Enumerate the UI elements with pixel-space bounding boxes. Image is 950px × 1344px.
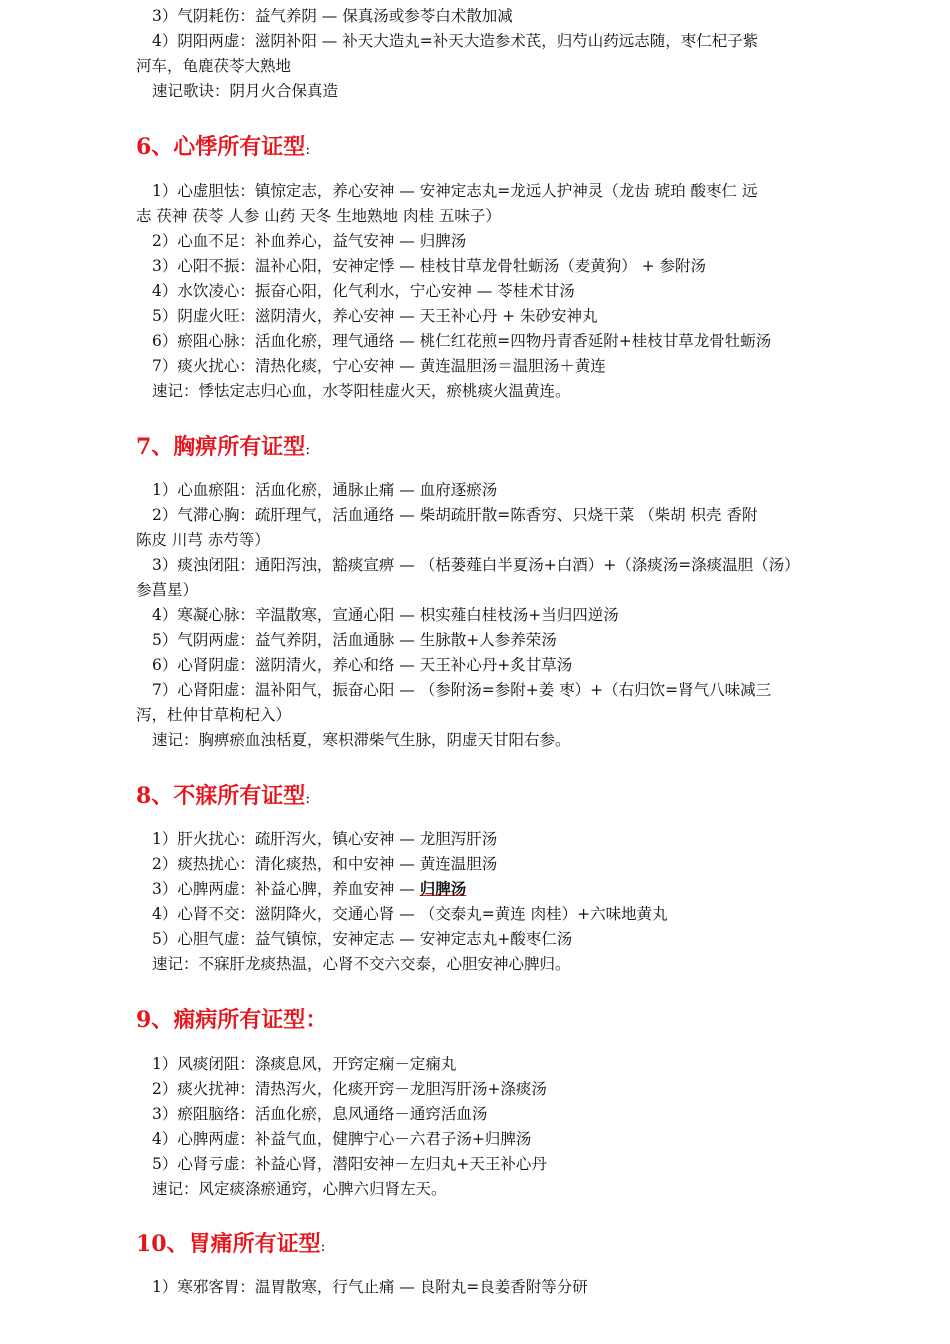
- mnemonic-line: 速记：悸怯定志归心血，水苓阳桂虚火天，瘀桃痰火温黄连。: [152, 382, 571, 400]
- text-line: 6）瘀阻心脉：活血化瘀，理气通络 — 桃仁红花煎=四物丹青香延附+桂枝甘草龙骨牡蛎汤: [152, 332, 772, 350]
- text-line: 4）心脾两虚：补益气血，健脾宁心－六君子汤+归脾汤: [152, 1130, 532, 1148]
- line-text: 3）心脾两虚：补益心脾，养血安神 —: [152, 880, 420, 898]
- heading-colon: :: [320, 1239, 326, 1255]
- mnemonic-line: 速记：胸痹瘀血浊栝夏，寒枳滞柴气生脉，阴虚天甘阳右参。: [152, 731, 571, 749]
- text-line: 4）水饮凌心：振奋心阳，化气利水，宁心安神 — 苓桂术甘汤: [152, 282, 575, 300]
- underlined-formula: 归脾汤: [419, 879, 467, 898]
- mnemonic-line: 速记：风定痰涤瘀通窍，心脾六归肾左天。: [152, 1180, 447, 1198]
- text-line: 5）阴虚火旺：滋阴清火，养心安神 — 天王补心丹 + 朱砂安神丸: [152, 307, 598, 325]
- text-line: 参菖星）: [136, 581, 199, 599]
- text-line: 3）气阴耗伤：益气养阴 — 保真汤或参苓白术散加减: [152, 7, 513, 25]
- text-line: 3）痰浊闭阻：通阳泻浊，豁痰宣痹 — （栝蒌薤白半夏汤+白酒）+（涤痰汤=涤痰温胆（汤）: [152, 556, 800, 574]
- heading-colon: :: [305, 142, 311, 158]
- text-line: 1）肝火扰心：疏肝泻火，镇心安神 — 龙胆泻肝汤: [152, 830, 498, 848]
- text-line: 7）心肾阳虚：温补阳气，振奋心阳 — （参附汤=参附+姜 枣）+（右归饮=肾气八味减三: [152, 681, 772, 699]
- section-heading-10: [136, 1229, 325, 1262]
- text-line: 4）寒凝心脉：辛温散寒，宣通心阳 — 枳实薤白桂枝汤+当归四逆汤: [152, 606, 619, 624]
- text-line: 4）阴阳两虚：滋阴补阳 — 补天大造丸=补天大造参术芪，归芍山药远志随，枣仁杞子紫: [152, 32, 759, 50]
- text-line: [0, 878, 950, 900]
- heading-colon: :: [305, 442, 311, 458]
- heading-text: 9、痫病所有证型: [136, 1007, 306, 1033]
- text-line: 2）痰火扰神：清热泻火，化痰开窍－龙胆泻肝汤+涤痰汤: [152, 1080, 547, 1098]
- heading-text: 7、胸痹所有证型: [136, 434, 306, 460]
- text-line: 5）气阴两虚：益气养阴，活血通脉 — 生脉散+人参养荣汤: [152, 631, 557, 649]
- text-line: 陈皮 川芎 赤芍等）: [136, 531, 270, 549]
- text-line: 志 茯神 茯苓 人参 山药 天冬 生地熟地 肉桂 五味子）: [136, 207, 501, 225]
- text-line: 3）心阳不振：温补心阳，安神定悸 — 桂枝甘草龙骨牡蛎汤（麦黄狗） + 参附汤: [152, 257, 707, 275]
- text-line: 泻，杜仲甘草枸杞入）: [136, 706, 292, 724]
- mnemonic-line: 速记歌诀：阴月火合保真造: [152, 82, 339, 100]
- text-line: 5）心胆气虚：益气镇惊，安神定志 — 安神定志丸+酸枣仁汤: [152, 930, 573, 948]
- text-line: 3）瘀阻脑络：活血化瘀，息风通络－通窍活血汤: [152, 1105, 488, 1123]
- text-line: 6）心肾阴虚：滋阴清火，养心和络 — 天王补心丹+炙甘草汤: [152, 656, 573, 674]
- text-line: 2）痰热扰心：清化痰热，和中安神 — 黄连温胆汤: [152, 855, 498, 873]
- heading-colon: ：: [305, 1007, 328, 1033]
- section-heading-8: [136, 781, 310, 814]
- text-line: 1）寒邪客胃：温胃散寒，行气止痛 — 良附丸=良姜香附等分研: [152, 1278, 588, 1296]
- text-line: 2）心血不足：补血养心，益气安神 — 归脾汤: [152, 232, 467, 250]
- text-line: 1）风痰闭阻：涤痰息风，开窍定痫－定痫丸: [152, 1055, 457, 1073]
- text-line: 2）气滞心胸：疏肝理气，活血通络 — 柴胡疏肝散=陈香穷、只烧干菜 （柴胡 枳壳 香附: [152, 506, 758, 524]
- heading-text: 8、不寐所有证型: [136, 783, 306, 809]
- text-line: 5）心肾亏虚：补益心肾，潜阳安神－左归丸+天王补心丹: [152, 1155, 547, 1173]
- heading-text: 6、心悸所有证型: [136, 134, 306, 160]
- section-heading-9: [136, 1005, 327, 1035]
- text-line: 4）心肾不交：滋阴降火，交通心肾 — （交泰丸=黄连 肉桂）+六味地黄丸: [152, 905, 668, 923]
- section-heading-7: [136, 432, 310, 465]
- text-line: 7）痰火扰心：清热化痰，宁心安神 — 黄连温胆汤＝温胆汤＋黄连: [152, 357, 606, 375]
- mnemonic-line: 速记：不寐肝龙痰热温，心肾不交六交泰，心胆安神心脾归。: [152, 955, 571, 973]
- section-heading-6: [136, 132, 310, 165]
- text-line: 1）心虚胆怯：镇惊定志，养心安神 — 安神定志丸=龙远人护神灵（龙齿 琥珀 酸枣仁 远: [152, 182, 758, 200]
- text-line: 1）心血瘀阻：活血化瘀，通脉止痛 — 血府逐瘀汤: [152, 481, 498, 499]
- heading-text: 10、胃痛所有证型: [136, 1231, 321, 1257]
- heading-colon: :: [305, 791, 311, 807]
- text-line: 河车，龟鹿茯苓大熟地: [136, 57, 292, 75]
